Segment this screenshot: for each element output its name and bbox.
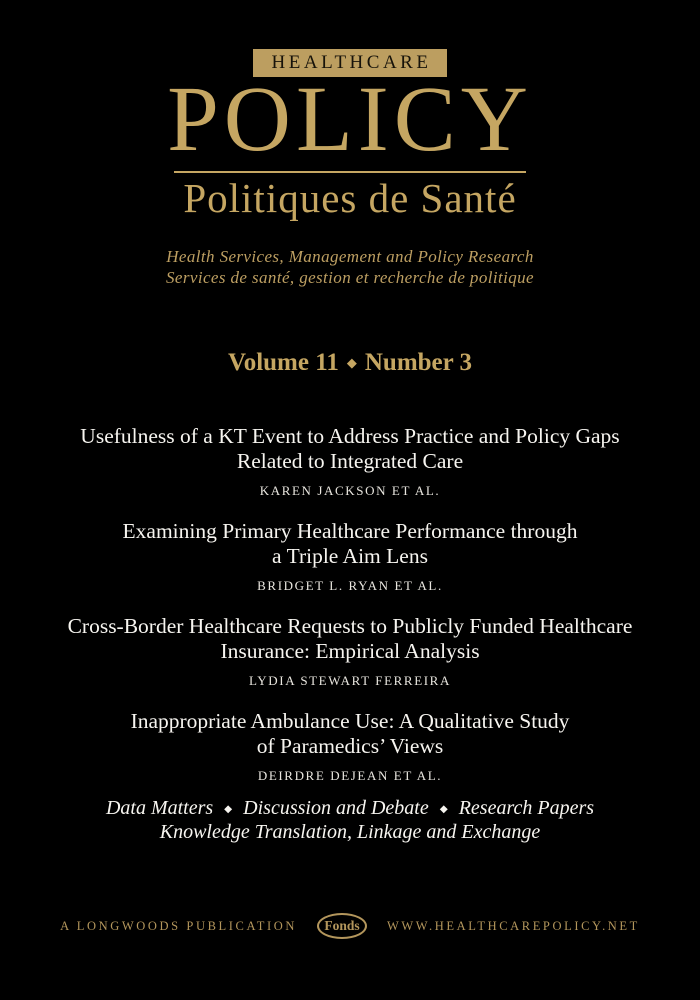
article-title-line: Inappropriate Ambulance Use: A Qualitative Study xyxy=(130,709,570,733)
journal-title-french: Politiques de Santé xyxy=(183,175,517,221)
article-entry xyxy=(0,519,700,594)
article-title-line: Insurance: Empirical Analysis xyxy=(220,639,480,663)
issue-info xyxy=(0,350,700,375)
article-authors: KAREN JACKSON ET AL. xyxy=(259,483,441,498)
tagline-english: Health Services, Management and Policy Research xyxy=(166,247,534,266)
article-authors: DEIRDRE DEJEAN ET AL. xyxy=(257,768,443,783)
journal-title: POLICY xyxy=(167,68,533,171)
diamond-separator-icon: ◆ xyxy=(224,803,233,816)
fonds-logo-icon: Fonds xyxy=(317,913,367,939)
article-title-line: a Triple Aim Lens xyxy=(272,544,428,568)
article-title-line: Related to Integrated Care xyxy=(236,449,464,473)
section-name: Data Matters xyxy=(105,797,214,819)
section-name: Research Papers xyxy=(458,797,595,819)
healthcare-banner: HEALTHCARE xyxy=(253,49,448,77)
section-name: Discussion and Debate xyxy=(243,797,429,819)
article-title-line: Cross-Border Healthcare Requests to Publicly Funded Healthcare xyxy=(67,614,633,638)
footer xyxy=(0,903,700,949)
section-list-line2: Knowledge Translation, Linkage and Exchange xyxy=(159,821,541,844)
article-entry xyxy=(0,424,700,499)
section-list-line1 xyxy=(0,797,700,821)
tagline-french: Services de santé, gestion et recherche de politique xyxy=(166,268,534,287)
article-authors: LYDIA STEWART FERREIRA xyxy=(249,673,451,688)
article-title-line: Examining Primary Healthcare Performance through xyxy=(122,519,578,543)
section-list xyxy=(0,797,700,844)
diamond-separator-icon: ◆ xyxy=(439,803,448,816)
article-title-line: of Paramedics’ Views xyxy=(256,734,444,758)
issue-number: Number 3 xyxy=(364,349,473,376)
website-url: WWW.HEALTHCAREPOLICY.NET xyxy=(386,918,640,933)
article-authors: BRIDGET L. RYAN ET AL. xyxy=(257,578,443,593)
diamond-separator-icon: ◆ xyxy=(346,356,357,372)
issue-volume: Volume 11 xyxy=(227,349,339,376)
publisher-credit: A LONGWOODS PUBLICATION xyxy=(60,918,297,933)
article-title-line: Usefulness of a KT Event to Address Practice and Policy Gaps xyxy=(80,424,620,448)
taglines xyxy=(0,246,700,288)
divider-rule xyxy=(174,171,526,173)
article-entry xyxy=(0,709,700,784)
article-entry xyxy=(0,614,700,689)
